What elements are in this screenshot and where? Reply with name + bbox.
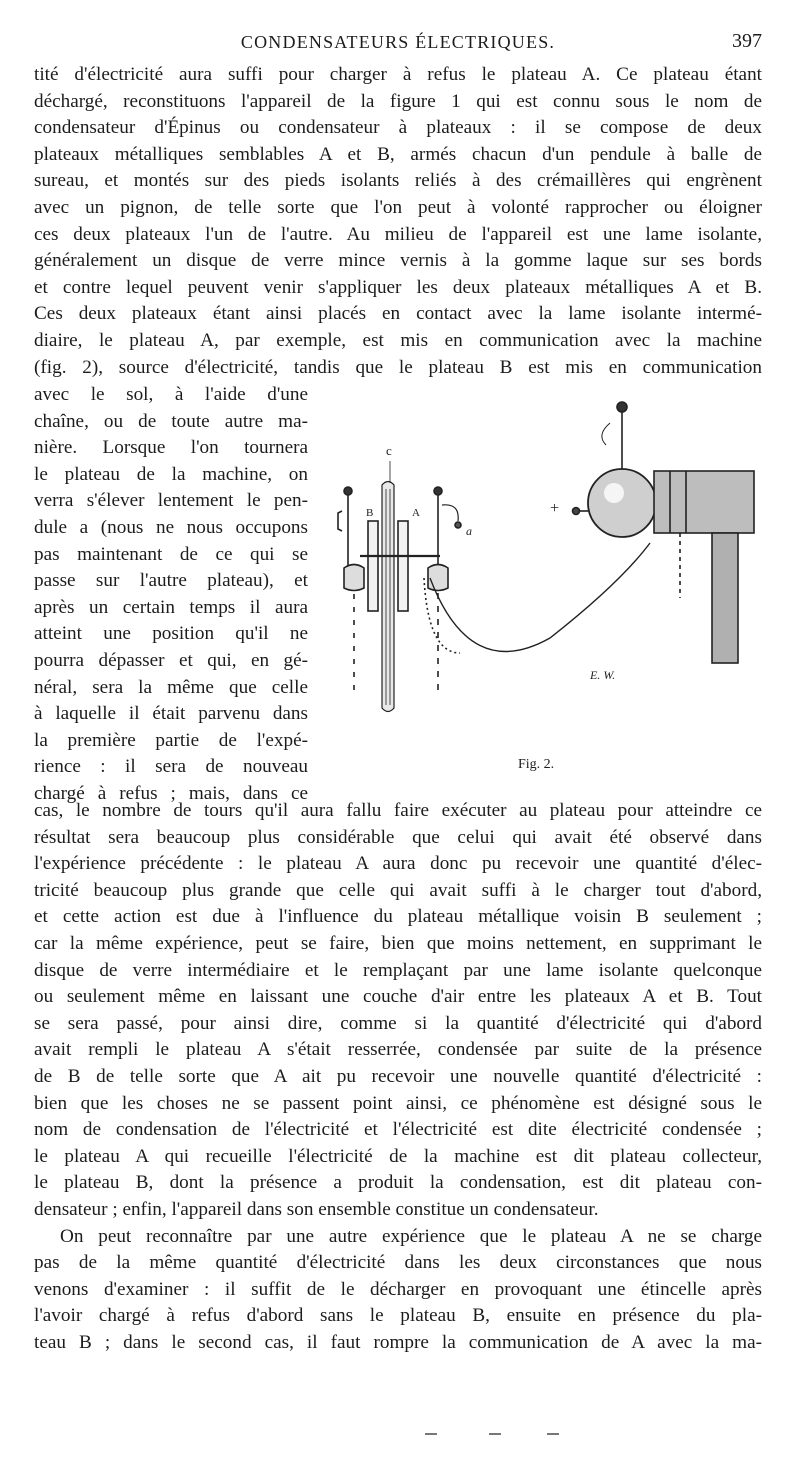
text-line: ou seulement même en laissant une couche d'air entre les plateaux A et B. Tout — [34, 986, 762, 1008]
text-line: sureau, et montés sur des pieds isolants reliés à des crémaillères qui engrènent — [34, 170, 762, 192]
text-line: bien que les choses ne se passent point ainsi, ce phénomène est désigné sous le — [34, 1092, 762, 1114]
label-plus: + — [550, 500, 560, 517]
page-number: 397 — [732, 30, 762, 52]
text-line: cas, le nombre de tours qu'il aura fallu faire exécuter au plateau pour atteindre ce — [34, 800, 762, 821]
paragraph-column — [34, 382, 308, 808]
text-line: verra s'élever lentement le pen- — [34, 490, 308, 512]
plate-a — [398, 521, 408, 611]
text-line: tricité beaucoup plus grande que celle qui avait suffi à le charger tout d'abord, — [34, 879, 762, 901]
label-c: c — [386, 443, 392, 458]
text-line: néral, sera la même que celle — [34, 676, 308, 698]
text-line: le plateau de la machine, on — [34, 463, 308, 485]
glass-disc — [382, 482, 394, 712]
text-line: chargé à refus ; mais, dans ce — [34, 782, 308, 804]
text-line: car la même expérience, peut se faire, bien que moins nettement, en supprimant le — [34, 932, 762, 954]
text-line: avec un pignon, de telle sorte que l'on peut à volonté rapprocher ou éloigner — [34, 196, 762, 218]
text-line: la première partie de l'expé- — [34, 729, 308, 751]
text-line: résultat sera beaucoup plus considérable que celui qui avait été observé dans — [34, 826, 762, 848]
text-line: l'expérience précédente : le plateau A aura donc pu recevoir une quantité d'élec- — [34, 853, 762, 875]
text-line: diaire, le plateau A, par exemple, est mis en communication avec la machine — [34, 329, 762, 351]
text-line: de B de telle sorte que A ait pu recevoir une nouvelle quantité d'électricité : — [34, 1065, 762, 1087]
text-line: le plateau A qui recueille l'électricité de la machine est dit plateau collecteur, — [34, 1145, 762, 1167]
engraver-signature: E. W. — [590, 668, 616, 682]
text-line: venons d'examiner : il suffit de le décharger en provoquant une étincelle après — [34, 1278, 762, 1300]
page-footer-marks — [425, 1433, 565, 1439]
text-line: dule a (nous ne nous occupons — [34, 516, 308, 538]
machine-cylinder — [654, 471, 754, 533]
text-line: avec le sol, à l'aide d'une — [34, 384, 308, 405]
text-line: nière. Lorsque l'on tournera — [34, 437, 308, 459]
text-line: avait rempli le plateau A s'était resserrée, condensée par suite de la présence — [34, 1039, 762, 1061]
figure-2-illustration — [320, 393, 762, 773]
machine-support — [712, 533, 738, 663]
connecting-wire — [430, 543, 650, 652]
text-line: pourra dépasser et qui, en gé- — [34, 649, 308, 671]
text-line: ces deux plateaux l'un de l'autre. Au milieu de l'appareil est une lame isolante, — [34, 223, 762, 245]
text-line: généralement un disque de verre mince vernis à la gomme laque sur ses bords — [34, 250, 762, 272]
paragraph-top — [34, 62, 762, 381]
running-head: CONDENSATEURS ÉLECTRIQUES. — [240, 32, 556, 52]
condenser-apparatus-drawing — [320, 393, 762, 773]
text-line: chaîne, ou de toute autre ma- — [34, 410, 308, 432]
text-line: se sera passé, pour ainsi dire, comme si la quantité d'électricité qui d'abord — [34, 1012, 762, 1034]
paragraph-bottom — [34, 798, 762, 1356]
text-line: pas maintenant de ce qui se — [34, 543, 308, 565]
text-line: tité d'électricité aura suffi pour charger à refus le plateau A. Ce plateau étant — [34, 64, 762, 85]
figure-caption: Fig. 2. — [518, 757, 555, 772]
text-line: l'avoir chargé à refus d'abord sans le plateau B, ensuite en présence du pla- — [34, 1305, 762, 1327]
text-line: passe sur l'autre plateau), et — [34, 570, 308, 592]
text-line: et contre lequel peuvent venir s'appliquer les deux plateaux métalliques A et B. — [34, 276, 762, 298]
label-a: A — [412, 507, 420, 519]
text-line: plateaux métalliques semblables A et B, armés chacun d'un pendule à balle de — [34, 143, 762, 165]
text-line: Ces deux plateaux étant ainsi placés en contact avec la lame isolante intermé- — [34, 303, 762, 325]
text-line: le plateau B, dont la présence a produit la condensation, est dit plateau con- — [34, 1172, 762, 1194]
text-line: pas de la même quantité d'électricité dans les deux circonstances que nous — [34, 1252, 762, 1274]
text-line: condensateur d'Épinus ou condensateur à plateaux : il se compose de deux — [34, 117, 762, 139]
text-line: après un certain temps il aura — [34, 596, 308, 618]
text-line: On peut reconnaître par une autre expérience que le plateau A ne se charge — [60, 1225, 762, 1247]
text-line: (fig. 2), source d'électricité, tandis que le plateau B est mis en communication — [34, 356, 762, 378]
text-line: teau B ; dans le second cas, il faut rompre la communication de A avec la ma- — [34, 1331, 762, 1353]
label-b: B — [366, 507, 374, 519]
text-line: nom de condensation de l'électricité et l'électricité est dite électricité condensée ; — [34, 1119, 762, 1141]
text-line: et cette action est due à l'influence du plateau métallique voisin B seulement ; — [34, 906, 762, 928]
pendulum-b — [338, 511, 342, 531]
label-pendulum-a: a — [466, 524, 472, 538]
text-line: rience : il sera de nouveau — [34, 756, 308, 778]
page-header — [34, 30, 762, 56]
pendulum-a — [442, 505, 458, 521]
text-line: à laquelle il était parvenu dans — [34, 703, 308, 725]
text-line: déchargé, reconstituons l'appareil de la figure 1 qui est connu sous le nom de — [34, 90, 762, 112]
text-line: disque de verre intermédiaire et le remplaçant par une lame isolante quelconque — [34, 959, 762, 981]
plate-b — [368, 521, 378, 611]
text-line: atteint une position qu'il ne — [34, 623, 308, 645]
text-line: densateur ; enfin, l'appareil dans son ensemble constitue un condensateur. — [34, 1198, 599, 1220]
machine-conductor — [588, 469, 656, 537]
